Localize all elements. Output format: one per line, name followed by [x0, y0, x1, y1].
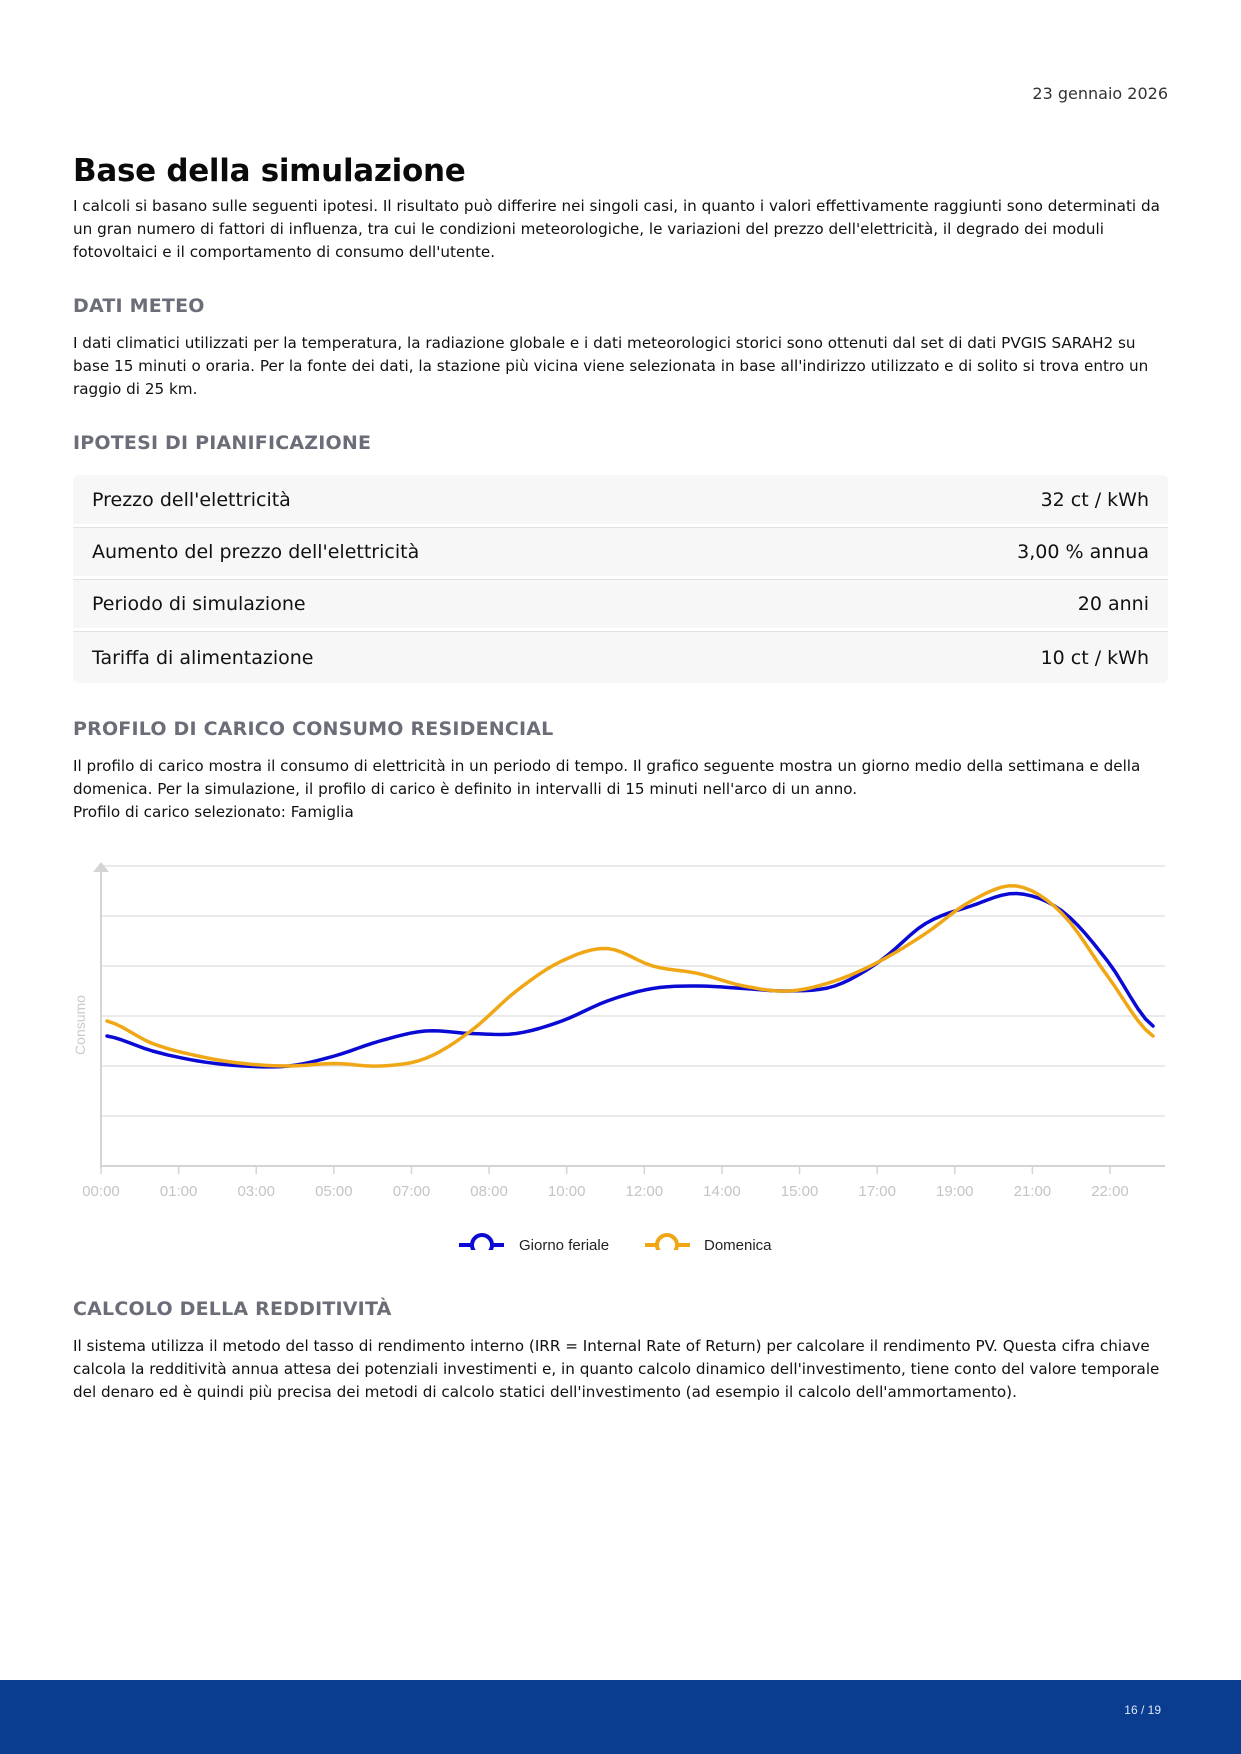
svg-text:15:00: 15:00 — [780, 1183, 819, 1200]
profitability-heading: CALCOLO DELLA REDDITIVITÀ — [73, 1298, 392, 1320]
y-axis-label: Consumo — [72, 995, 88, 1055]
weather-text: I dati climatici utilizzati per la temperatura, la radiazione globale e i dati meteorologici storici sono ottenuti dal set di dati PVGIS SARAH2 su base 15 minuti o oraria. Per la fonte dei dati, la stazione più vicina viene selezionata in base all'indirizzo utilizzato e di solito si trova entro un raggio di 25 km. — [73, 334, 1149, 398]
x-axis-ticks — [82, 1166, 1129, 1200]
svg-text:17:00: 17:00 — [858, 1183, 896, 1200]
svg-text:00:00: 00:00 — [82, 1183, 120, 1200]
weekday-marker-icon — [472, 1235, 492, 1250]
intro-text: I calcoli si basano sulle seguenti ipotesi. Il risultato può differire nei singoli casi, in quanto i valori effettivamente raggiunti sono determinati da un gran numero di fattori di influenza, tra cui le condizioni meteorologiche, le variazioni del prezzo dell'elettricità, il degrado dei moduli fotovoltaici e il comportamento di consumo dell'utente. — [73, 197, 1160, 261]
series-line-weekday — [107, 894, 1153, 1067]
svg-text:10:00: 10:00 — [547, 1183, 586, 1200]
legend-item-sunday[interactable] — [645, 1235, 772, 1250]
load-profile-chart — [0, 860, 1241, 1250]
row-value: 20 anni — [1077, 593, 1149, 615]
row-label: Prezzo dell'elettricità — [92, 488, 291, 511]
row-label: Tariffa di alimentazione — [92, 646, 314, 669]
page-number: 16 / 19 — [1124, 1703, 1161, 1717]
series-line-sunday — [107, 886, 1153, 1066]
sunday-marker-icon — [657, 1235, 677, 1250]
row-label: Aumento del prezzo dell'elettricità — [92, 541, 420, 563]
svg-text:01:00: 01:00 — [159, 1183, 198, 1200]
table-row — [73, 527, 1168, 579]
load-profile-text: Il profilo di carico mostra il consumo di elettricità in un periodo di tempo. Il grafico seguente mostra un giorno medio della settimana e della domenica. Per la simulazione, il profilo di carico è definito in intervalli di 15 minuti nell'arco di un anno. — [73, 757, 1141, 798]
footer-bar — [0, 1680, 1241, 1754]
y-axis-arrow-icon — [93, 862, 109, 872]
svg-text:07:00: 07:00 — [392, 1183, 431, 1200]
row-value: 10 ct / kWh — [1040, 646, 1149, 669]
svg-text:05:00: 05:00 — [315, 1183, 353, 1200]
weather-heading: DATI METEO — [73, 295, 205, 317]
svg-text:19:00: 19:00 — [935, 1183, 974, 1200]
legend-item-weekday[interactable] — [459, 1235, 609, 1250]
svg-text:21:00: 21:00 — [1013, 1183, 1052, 1200]
row-value: 3,00 % annua — [1017, 541, 1149, 563]
page-title: Base della simulazione — [73, 153, 466, 189]
svg-text:22:00: 22:00 — [1091, 1183, 1129, 1200]
svg-text:08:00: 08:00 — [470, 1183, 508, 1200]
svg-text:03:00: 03:00 — [237, 1183, 276, 1200]
svg-text:14:00: 14:00 — [703, 1183, 741, 1200]
profitability-text: Il sistema utilizza il metodo del tasso di rendimento interno (IRR = Internal Rate of Return) per calcolare il rendimento PV. Questa cifra chiave calcola la redditività annua attesa dei potenziali investimenti e, in quanto calcolo dinamico dell'investimento, tiene conto del valore temporale del denaro ed è quindi più precisa dei metodi di calcolo statici dell'investimento (ad esempio il calcolo dell'ammortamento). — [73, 1337, 1160, 1401]
table-row — [73, 475, 1168, 527]
grid-lines — [101, 866, 1165, 1116]
assumptions-heading: IPOTESI DI PIANIFICAZIONE — [73, 432, 372, 454]
row-value: 32 ct / kWh — [1040, 488, 1149, 511]
row-label: Periodo di simulazione — [92, 593, 306, 615]
table-row — [73, 631, 1168, 683]
load-profile-heading: PROFILO DI CARICO CONSUMO RESIDENCIAL — [73, 718, 554, 740]
legend-label: Domenica — [704, 1237, 772, 1250]
selected-profile: Profilo di carico selezionato: Famiglia — [73, 803, 354, 821]
legend — [459, 1235, 772, 1250]
table-row — [73, 579, 1168, 631]
assumptions-table — [73, 475, 1168, 683]
legend-label: Giorno feriale — [519, 1237, 610, 1250]
svg-text:12:00: 12:00 — [625, 1183, 664, 1200]
report-date: 23 gennaio 2026 — [1032, 84, 1168, 103]
